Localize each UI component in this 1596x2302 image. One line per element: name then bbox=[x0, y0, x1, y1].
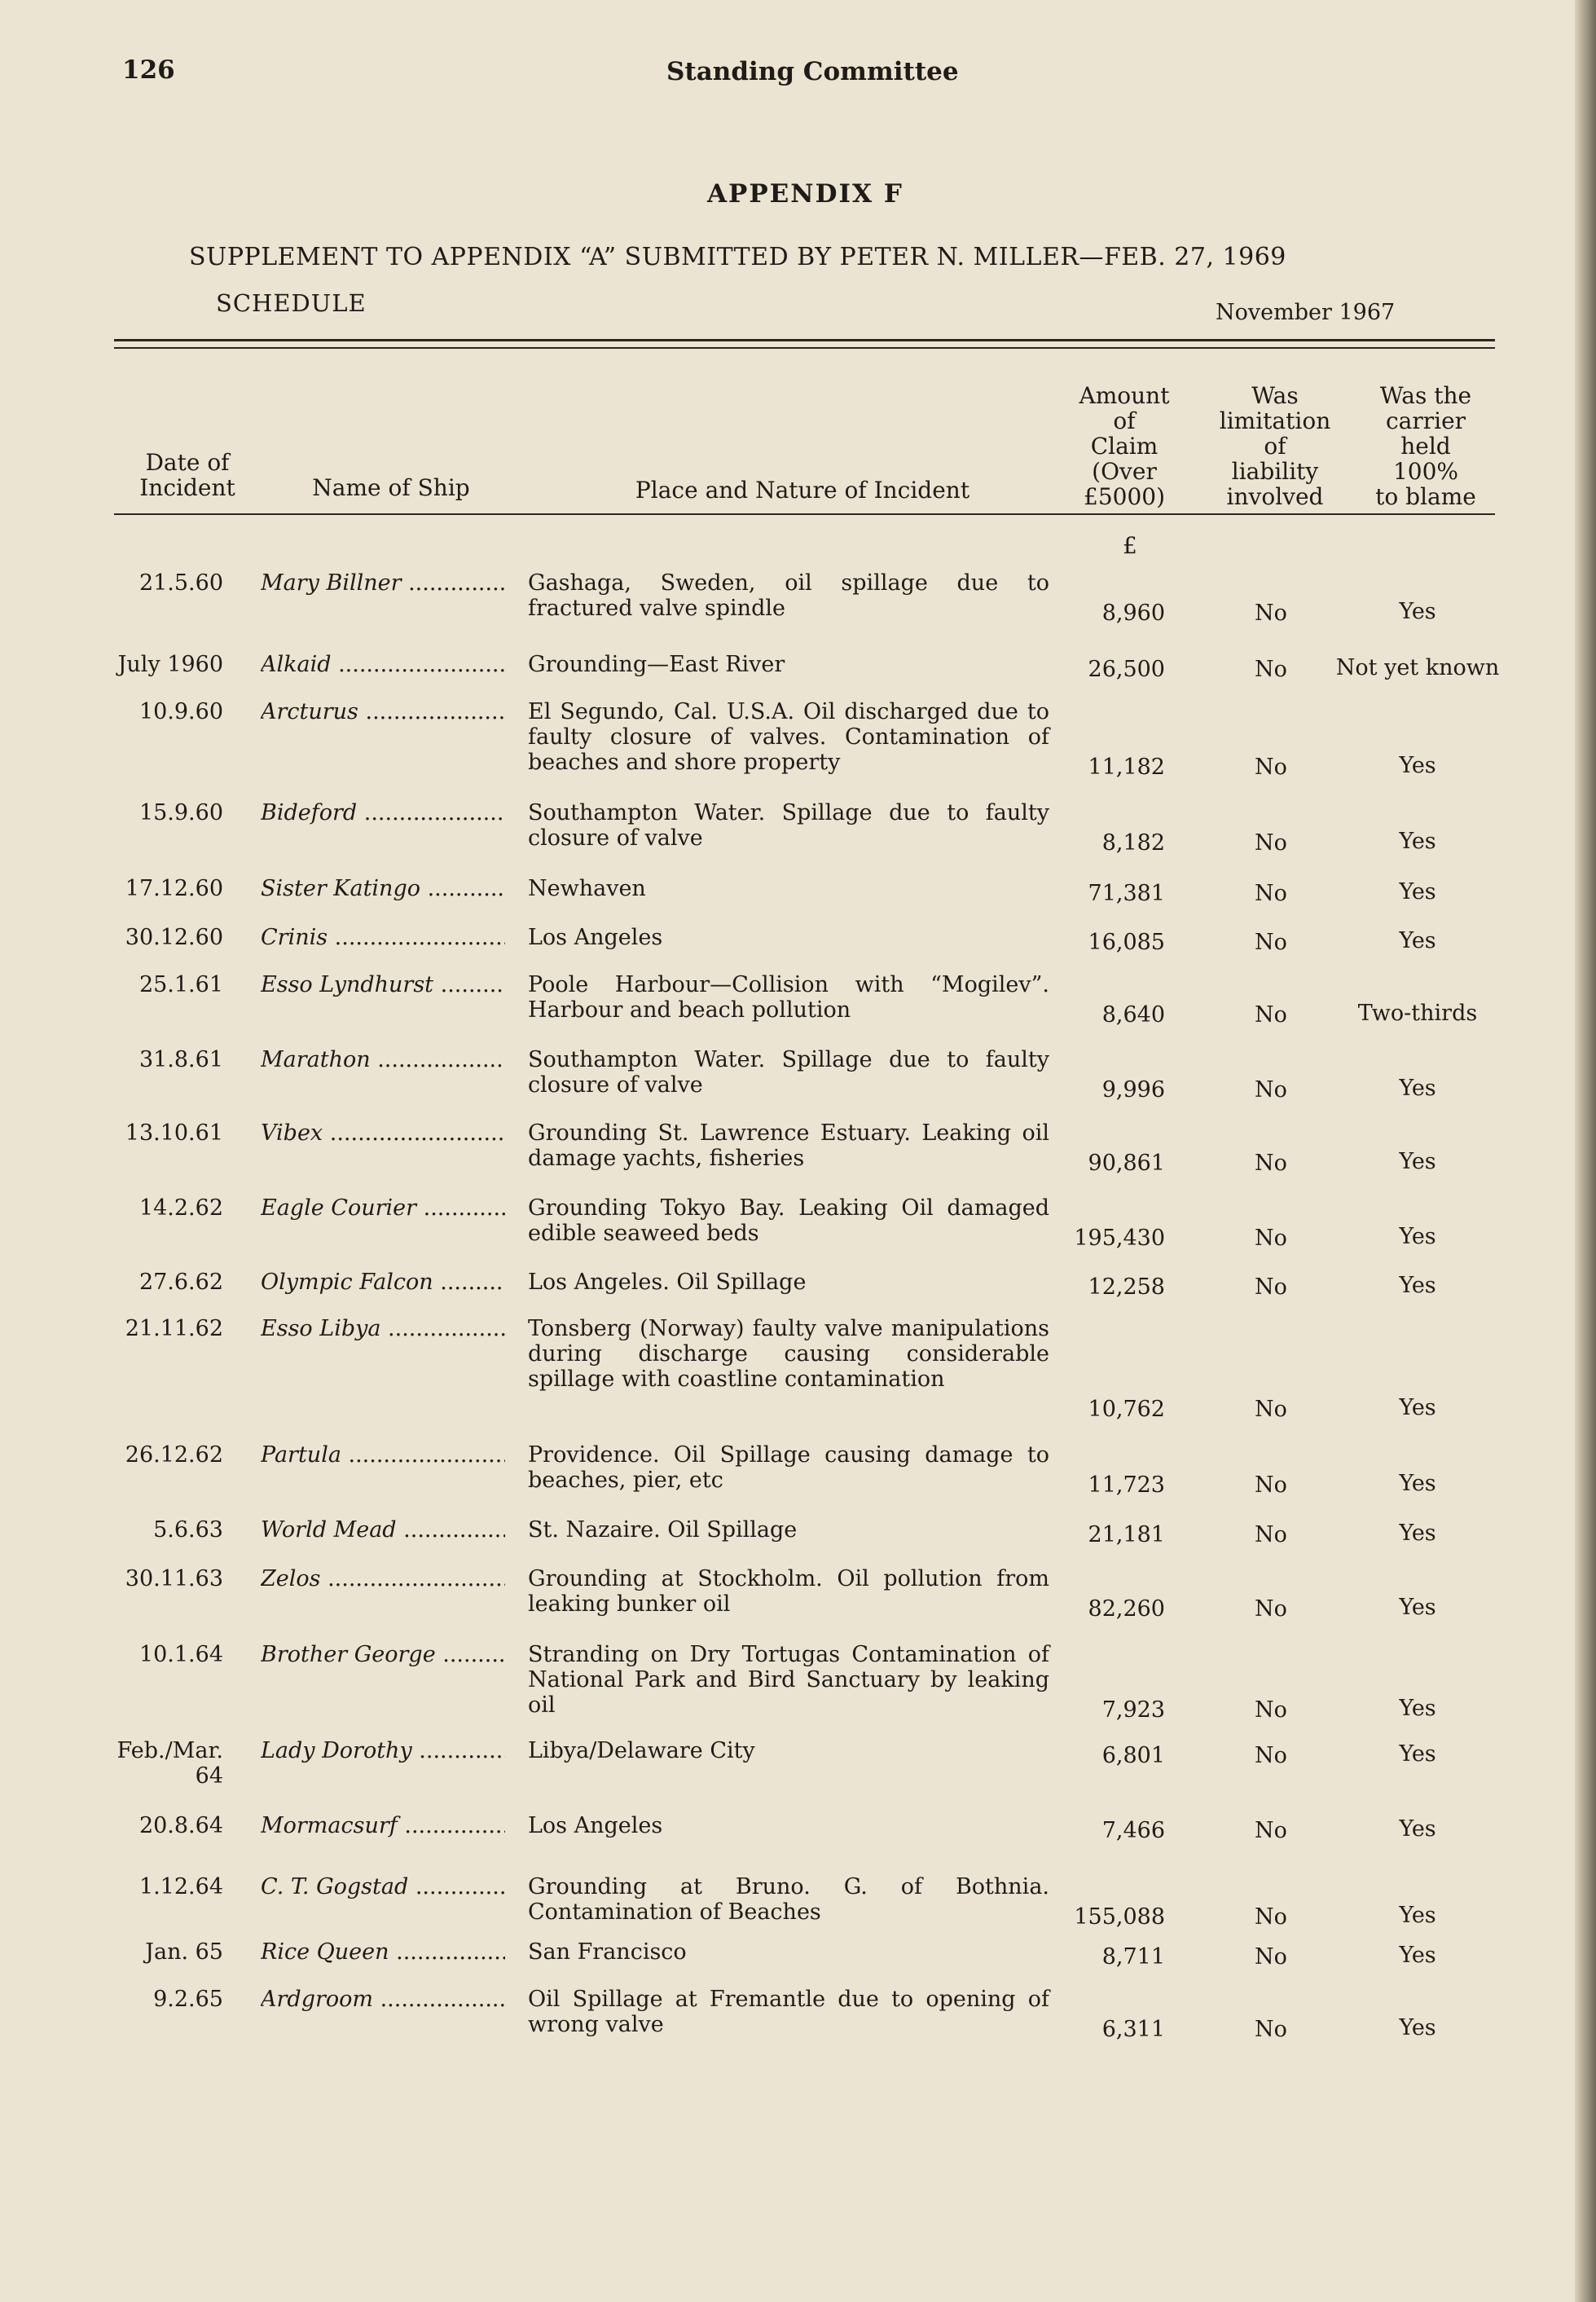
incident-place: San Francisco bbox=[528, 1939, 687, 1965]
incident-place: Providence. Oil Spillage causing damage to beaches, pier, etc bbox=[528, 1442, 1049, 1493]
incident-date: 25.1.61 bbox=[138, 972, 223, 997]
ship-name-text: Bideford ..... bbox=[261, 800, 505, 825]
ship-name-text: Ardgroom ..... bbox=[261, 1987, 505, 2012]
ship-name-text: Vibex ..... bbox=[261, 1120, 505, 1146]
limitation-involved: No bbox=[1255, 1002, 1287, 1028]
carrier-blame: Yes bbox=[1399, 1395, 1436, 1420]
header-limitation-line: limitation bbox=[1219, 407, 1331, 434]
schedule-date: November 1967 bbox=[1216, 300, 1396, 325]
header-blame-line: to blame bbox=[1375, 483, 1476, 510]
claim-amount: 195,430 bbox=[1074, 1226, 1165, 1251]
ship-name-text: C. T. Gogstad ..... bbox=[261, 1874, 505, 1899]
limitation-involved: No bbox=[1255, 1904, 1287, 1930]
ship-name-text: Esso Lyndhurst ..... bbox=[261, 972, 505, 997]
carrier-blame: Yes bbox=[1399, 1903, 1436, 1928]
incident-date: 30.12.60 bbox=[125, 925, 223, 950]
claim-amount: 11,723 bbox=[1088, 1472, 1165, 1498]
incident-place: Grounding at Stockholm. Oil pollution from leaking bunker oil bbox=[528, 1566, 1049, 1617]
incident-place: Libya/Delaware City bbox=[528, 1738, 755, 1763]
incident-date: 14.2.62 bbox=[138, 1195, 223, 1221]
header-date bbox=[122, 450, 253, 500]
limitation-involved: No bbox=[1255, 1743, 1287, 1768]
incident-place: Gashaga, Sweden, oil spillage due to fractured valve spindle bbox=[528, 570, 1049, 621]
ship-name-text: Sister Katingo ..... bbox=[261, 876, 505, 901]
ship-name bbox=[261, 972, 505, 997]
incident-date: 30.11.63 bbox=[125, 1566, 223, 1591]
header-amount-line: Claim bbox=[1090, 433, 1159, 460]
claim-amount: 82,260 bbox=[1088, 1596, 1165, 1622]
limitation-involved: No bbox=[1255, 1596, 1287, 1622]
ship-name-text: Arcturus ..... bbox=[261, 699, 505, 724]
header-blame bbox=[1356, 383, 1495, 509]
claim-amount: 155,088 bbox=[1074, 1904, 1165, 1930]
carrier-blame: Yes bbox=[1399, 753, 1436, 778]
incident-place: El Segundo, Cal. U.S.A. Oil discharged due to faulty closure of valves. Contamination of beaches and shore property bbox=[528, 699, 1049, 775]
supplement-line: SUPPLEMENT TO APPENDIX “A” SUBMITTED BY PETER N. MILLER—FEB. 27, 1969 bbox=[189, 243, 1286, 271]
claim-amount: 12,258 bbox=[1088, 1274, 1165, 1300]
carrier-blame: Yes bbox=[1399, 1149, 1436, 1174]
ship-name-text: Zelos ..... bbox=[261, 1566, 505, 1591]
ship-name bbox=[261, 1813, 505, 1838]
top-rule-2 bbox=[114, 347, 1495, 349]
claim-amount: 26,500 bbox=[1088, 657, 1165, 682]
ship-name bbox=[261, 1442, 505, 1468]
incident-place: Grounding—East River bbox=[528, 652, 785, 677]
schedule-label: SCHEDULE bbox=[216, 289, 367, 317]
ship-name bbox=[261, 925, 505, 950]
limitation-involved: No bbox=[1255, 1226, 1287, 1251]
ship-name-text: Partula ..... bbox=[261, 1442, 505, 1468]
claim-amount: 7,466 bbox=[1101, 1818, 1165, 1843]
incident-date: 17.12.60 bbox=[125, 876, 223, 901]
incident-date: 27.6.62 bbox=[138, 1270, 223, 1295]
header-ship-line: Name of Ship bbox=[312, 474, 470, 501]
ship-name bbox=[261, 1642, 505, 1667]
header-ship bbox=[289, 475, 493, 500]
incident-date: 13.10.61 bbox=[125, 1120, 223, 1146]
header-limitation bbox=[1206, 383, 1344, 509]
limitation-involved: No bbox=[1255, 657, 1287, 682]
limitation-involved: No bbox=[1255, 1274, 1287, 1300]
header-blame-line: carrier bbox=[1385, 407, 1466, 434]
ship-name bbox=[261, 1738, 505, 1763]
incident-place: Newhaven bbox=[528, 876, 646, 901]
ship-name bbox=[261, 570, 505, 596]
page-edge bbox=[1575, 0, 1596, 2302]
header-blame-line: held bbox=[1400, 433, 1451, 460]
incident-date: Feb./Mar. 64 bbox=[117, 1738, 223, 1789]
ship-name bbox=[261, 1517, 505, 1543]
ship-name-text: Marathon ..... bbox=[261, 1047, 505, 1072]
carrier-blame: Yes bbox=[1399, 928, 1436, 953]
header-limitation-line: Was bbox=[1251, 382, 1299, 409]
incident-date: 5.6.63 bbox=[153, 1517, 223, 1543]
limitation-involved: No bbox=[1255, 1522, 1287, 1547]
ship-name-text: Eagle Courier ..... bbox=[261, 1195, 505, 1221]
incident-place: Stranding on Dry Tortugas Contamination of National Park and Bird Sanctuary by leaking oil bbox=[528, 1642, 1049, 1718]
header-amount-line: Amount bbox=[1079, 382, 1170, 409]
incident-place: Tonsberg (Norway) faulty valve manipulations during discharge causing considerable spillage with coastline contamination bbox=[528, 1316, 1049, 1392]
limitation-involved: No bbox=[1255, 601, 1287, 626]
header-blame-line: 100% bbox=[1392, 458, 1459, 485]
ship-name bbox=[261, 1270, 505, 1295]
ship-name-text: Mormacsurf ..... bbox=[261, 1813, 505, 1838]
carrier-blame: Yes bbox=[1399, 1076, 1436, 1101]
claim-amount: 6,311 bbox=[1101, 2017, 1165, 2042]
carrier-blame: Yes bbox=[1399, 1943, 1436, 1968]
carrier-blame: Not yet known bbox=[1335, 655, 1500, 680]
ship-name bbox=[261, 699, 505, 724]
incident-place: Grounding Tokyo Bay. Leaking Oil damaged edible seaweed beds bbox=[528, 1195, 1049, 1246]
appendix-title: APPENDIX F bbox=[707, 179, 904, 209]
carrier-blame: Yes bbox=[1399, 599, 1436, 624]
carrier-blame: Two-thirds bbox=[1357, 1001, 1478, 1026]
claim-amount: 11,182 bbox=[1088, 755, 1165, 780]
header-limitation-line: of bbox=[1264, 433, 1286, 460]
carrier-blame: Yes bbox=[1399, 1471, 1436, 1496]
limitation-involved: No bbox=[1255, 1944, 1287, 1970]
claim-amount: 8,960 bbox=[1101, 601, 1165, 626]
limitation-involved: No bbox=[1255, 2017, 1287, 2042]
incident-date: 20.8.64 bbox=[138, 1813, 223, 1838]
carrier-blame: Yes bbox=[1399, 1741, 1436, 1767]
claim-amount: 8,640 bbox=[1101, 1002, 1165, 1028]
header-limitation-line: liability bbox=[1231, 458, 1319, 485]
ship-name-text: Alkaid ..... bbox=[261, 652, 505, 677]
ship-name-text: Esso Libya ..... bbox=[261, 1316, 505, 1341]
claim-amount: 9,996 bbox=[1101, 1077, 1165, 1103]
claim-amount: 8,711 bbox=[1101, 1944, 1165, 1970]
claim-amount: 6,801 bbox=[1101, 1743, 1165, 1768]
incident-date: 21.5.60 bbox=[138, 570, 223, 596]
incident-date: 10.1.64 bbox=[138, 1642, 223, 1667]
incident-date: 15.9.60 bbox=[138, 800, 223, 825]
carrier-blame: Yes bbox=[1399, 1816, 1436, 1842]
claim-amount: 8,182 bbox=[1101, 830, 1165, 856]
header-blame-line: Was the bbox=[1379, 382, 1472, 409]
carrier-blame: Yes bbox=[1399, 2015, 1436, 2040]
header-place bbox=[599, 478, 1006, 503]
ship-name bbox=[261, 1874, 505, 1899]
header-amount bbox=[1071, 383, 1177, 509]
incident-date: 9.2.65 bbox=[153, 1987, 223, 2012]
ship-name bbox=[261, 800, 505, 825]
ship-name-text: Rice Queen ..... bbox=[261, 1939, 505, 1965]
incident-date: Jan. 65 bbox=[145, 1939, 223, 1965]
limitation-involved: No bbox=[1255, 930, 1287, 955]
claim-amount: 10,762 bbox=[1088, 1397, 1165, 1422]
incident-place: Grounding at Bruno. G. of Bothnia. Contamination of Beaches bbox=[528, 1874, 1049, 1925]
incident-date: 26.12.62 bbox=[125, 1442, 223, 1468]
incident-place: Southampton Water. Spillage due to faulty closure of valve bbox=[528, 800, 1049, 851]
claim-amount: 16,085 bbox=[1088, 930, 1165, 955]
carrier-blame: Yes bbox=[1399, 829, 1436, 854]
limitation-involved: No bbox=[1255, 830, 1287, 856]
incident-date: July 1960 bbox=[117, 652, 223, 677]
claim-amount: 90,861 bbox=[1088, 1151, 1165, 1176]
incident-place: Poole Harbour—Collision with “Mogilev”. Harbour and beach pollution bbox=[528, 972, 1049, 1023]
ship-name bbox=[261, 1987, 505, 2012]
ship-name-text: World Mead ..... bbox=[261, 1517, 505, 1543]
ship-name bbox=[261, 1047, 505, 1072]
ship-name-text: Mary Billner ..... bbox=[261, 570, 505, 596]
currency-label: £ bbox=[1123, 532, 1137, 559]
incident-place: Los Angeles bbox=[528, 1813, 663, 1838]
incident-place: Grounding St. Lawrence Estuary. Leaking oil damage yachts, fisheries bbox=[528, 1120, 1049, 1171]
incident-date: 10.9.60 bbox=[138, 699, 223, 724]
carrier-blame: Yes bbox=[1399, 1273, 1436, 1298]
header-amount-line: (Over bbox=[1092, 458, 1157, 485]
limitation-involved: No bbox=[1255, 755, 1287, 780]
incident-date: 21.11.62 bbox=[125, 1316, 223, 1341]
header-rule bbox=[114, 513, 1495, 515]
incident-place: St. Nazaire. Oil Spillage bbox=[528, 1517, 798, 1543]
claim-amount: 21,181 bbox=[1088, 1522, 1165, 1547]
page-number: 126 bbox=[122, 55, 175, 85]
limitation-involved: No bbox=[1255, 1397, 1287, 1422]
limitation-involved: No bbox=[1255, 1472, 1287, 1498]
ship-name-text: Olympic Falcon ..... bbox=[261, 1270, 505, 1295]
ship-name bbox=[261, 652, 505, 677]
incident-place: Los Angeles bbox=[528, 925, 663, 950]
limitation-involved: No bbox=[1255, 881, 1287, 906]
incident-place: Southampton Water. Spillage due to faulty closure of valve bbox=[528, 1047, 1049, 1098]
top-rule-1 bbox=[114, 339, 1495, 341]
ship-name bbox=[261, 1939, 505, 1965]
incident-place: Los Angeles. Oil Spillage bbox=[528, 1270, 807, 1295]
running-head: Standing Committee bbox=[666, 57, 959, 86]
header-amount-line: £5000) bbox=[1084, 483, 1165, 510]
limitation-involved: No bbox=[1255, 1818, 1287, 1843]
header-date-line: Date of bbox=[145, 449, 230, 476]
ship-name bbox=[261, 1195, 505, 1221]
ship-name bbox=[261, 1120, 505, 1146]
ship-name bbox=[261, 1566, 505, 1591]
carrier-blame: Yes bbox=[1399, 1224, 1436, 1249]
incident-place: Oil Spillage at Fremantle due to opening of wrong valve bbox=[528, 1987, 1049, 2037]
ship-name-text: Brother George ..... bbox=[261, 1642, 505, 1667]
claim-amount: 71,381 bbox=[1088, 881, 1165, 906]
limitation-involved: No bbox=[1255, 1697, 1287, 1723]
ship-name bbox=[261, 876, 505, 901]
carrier-blame: Yes bbox=[1399, 1595, 1436, 1620]
limitation-involved: No bbox=[1255, 1077, 1287, 1103]
header-place-line: Place and Nature of Incident bbox=[635, 477, 970, 504]
carrier-blame: Yes bbox=[1399, 1521, 1436, 1546]
claim-amount: 7,923 bbox=[1101, 1697, 1165, 1723]
incident-date: 31.8.61 bbox=[138, 1047, 223, 1072]
header-amount-line: of bbox=[1113, 407, 1136, 434]
carrier-blame: Yes bbox=[1399, 1696, 1436, 1721]
limitation-involved: No bbox=[1255, 1151, 1287, 1176]
carrier-blame: Yes bbox=[1399, 879, 1436, 905]
ship-name-text: Crinis ..... bbox=[261, 925, 505, 950]
header-date-line: Incident bbox=[139, 474, 235, 501]
ship-name bbox=[261, 1316, 505, 1341]
ship-name-text: Lady Dorothy ..... bbox=[261, 1738, 505, 1763]
header-limitation-line: involved bbox=[1226, 483, 1324, 510]
incident-date: 1.12.64 bbox=[138, 1874, 223, 1899]
